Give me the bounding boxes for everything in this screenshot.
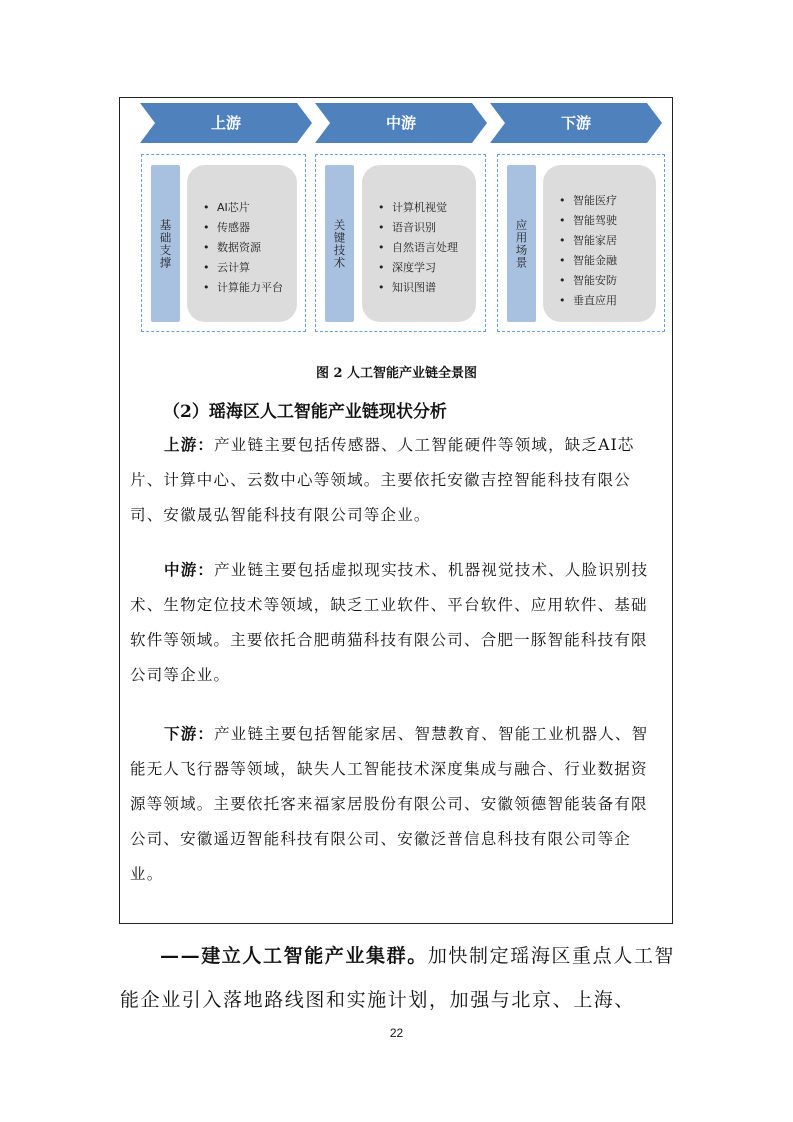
section-subheading: （2）瑶海区人工智能产业链现状分析 bbox=[163, 402, 447, 422]
group-upstream bbox=[141, 154, 306, 332]
paragraph-text: 产业链主要包括智能家居、智慧教育、智能工业机器人、智能无人飞行器等领域，缺失人工智能技术深度集成与融合、行业数据资源等领域。主要依托客来福家居股份有限公司、安徽领德智能装备有限公司、安徽遥迈智能科技有限公司、安徽泛普信息科技有限公司等企业。 bbox=[130, 725, 649, 883]
list-item: • AI芯片 bbox=[203, 198, 283, 218]
stage-label: 中游 bbox=[385, 114, 416, 132]
page-number: 22 bbox=[389, 1026, 404, 1040]
list-item: • 自然语言处理 bbox=[378, 238, 458, 258]
group-item-box bbox=[187, 165, 297, 322]
group-category-bar bbox=[151, 165, 180, 322]
list-item: • 智能家居 bbox=[559, 231, 617, 251]
group-midstream bbox=[315, 154, 486, 332]
stage-label: 下游 bbox=[560, 114, 591, 132]
list-item: • 语音识别 bbox=[378, 218, 458, 238]
stage-arrows bbox=[140, 103, 662, 143]
list-item: • 计算机视觉 bbox=[378, 198, 458, 218]
stage-arrow-midstream bbox=[315, 103, 487, 143]
paragraph-upstream bbox=[130, 427, 660, 533]
paragraph-lead: 中游： bbox=[164, 560, 215, 579]
group-category-label: 应用场景 bbox=[514, 218, 529, 269]
paragraph-text: 产业链主要包括传感器、人工智能硬件等领域，缺乏AI芯片、计算中心、云数中心等领域。主要依托安徽吉控智能科技有限公司、安徽晟弘智能科技有限公司等企业。 bbox=[130, 436, 635, 524]
paragraph-midstream bbox=[130, 552, 660, 693]
list-item: • 知识图谱 bbox=[378, 278, 458, 298]
group-item-list bbox=[378, 198, 458, 298]
list-item: • 传感器 bbox=[203, 218, 283, 238]
list-item: • 计算能力平台 bbox=[203, 278, 283, 298]
group-item-list bbox=[203, 198, 283, 298]
paragraph-downstream bbox=[130, 716, 660, 892]
stage-arrow-downstream bbox=[490, 103, 662, 143]
group-category-bar bbox=[325, 165, 354, 322]
group-category-bar bbox=[507, 165, 536, 322]
closing-paragraph bbox=[120, 934, 675, 1022]
list-item: • 智能金融 bbox=[559, 251, 617, 271]
list-item: • 深度学习 bbox=[378, 258, 458, 278]
list-item: • 智能驾驶 bbox=[559, 211, 617, 231]
list-item: • 智能安防 bbox=[559, 271, 617, 291]
group-item-list bbox=[559, 191, 617, 311]
group-downstream bbox=[497, 154, 665, 332]
group-item-box bbox=[362, 165, 476, 322]
list-item: • 数据资源 bbox=[203, 238, 283, 258]
stage-arrow-upstream bbox=[140, 103, 312, 143]
paragraph-text: 产业链主要包括虚拟现实技术、机器视觉技术、人脸识别技术、生物定位技术等领域，缺乏工业软件、平台软件、应用软件、基础软件等领域。主要依托合肥萌猫科技有限公司、合肥一豚智能科技有限公司等企业。 bbox=[130, 561, 649, 684]
list-item: • 云计算 bbox=[203, 258, 283, 278]
group-item-box bbox=[543, 165, 656, 322]
list-item: • 智能医疗 bbox=[559, 191, 617, 211]
stage-label: 上游 bbox=[210, 114, 241, 132]
figure-caption: 图 2 人工智能产业链全景图 bbox=[315, 366, 478, 381]
paragraph-lead: 上游： bbox=[164, 435, 215, 454]
group-category-label: 关键技术 bbox=[332, 218, 347, 269]
paragraph-lead: 下游： bbox=[164, 724, 215, 743]
closing-text: 加快制定瑶海区重点人工智能企业引入落地路线图和实施计划，加强与北京、上海、 bbox=[120, 945, 676, 1011]
list-item: • 垂直应用 bbox=[559, 291, 617, 311]
closing-lead: ——建立人工智能产业集群。 bbox=[160, 945, 428, 967]
group-category-label: 基础支撑 bbox=[158, 218, 173, 269]
